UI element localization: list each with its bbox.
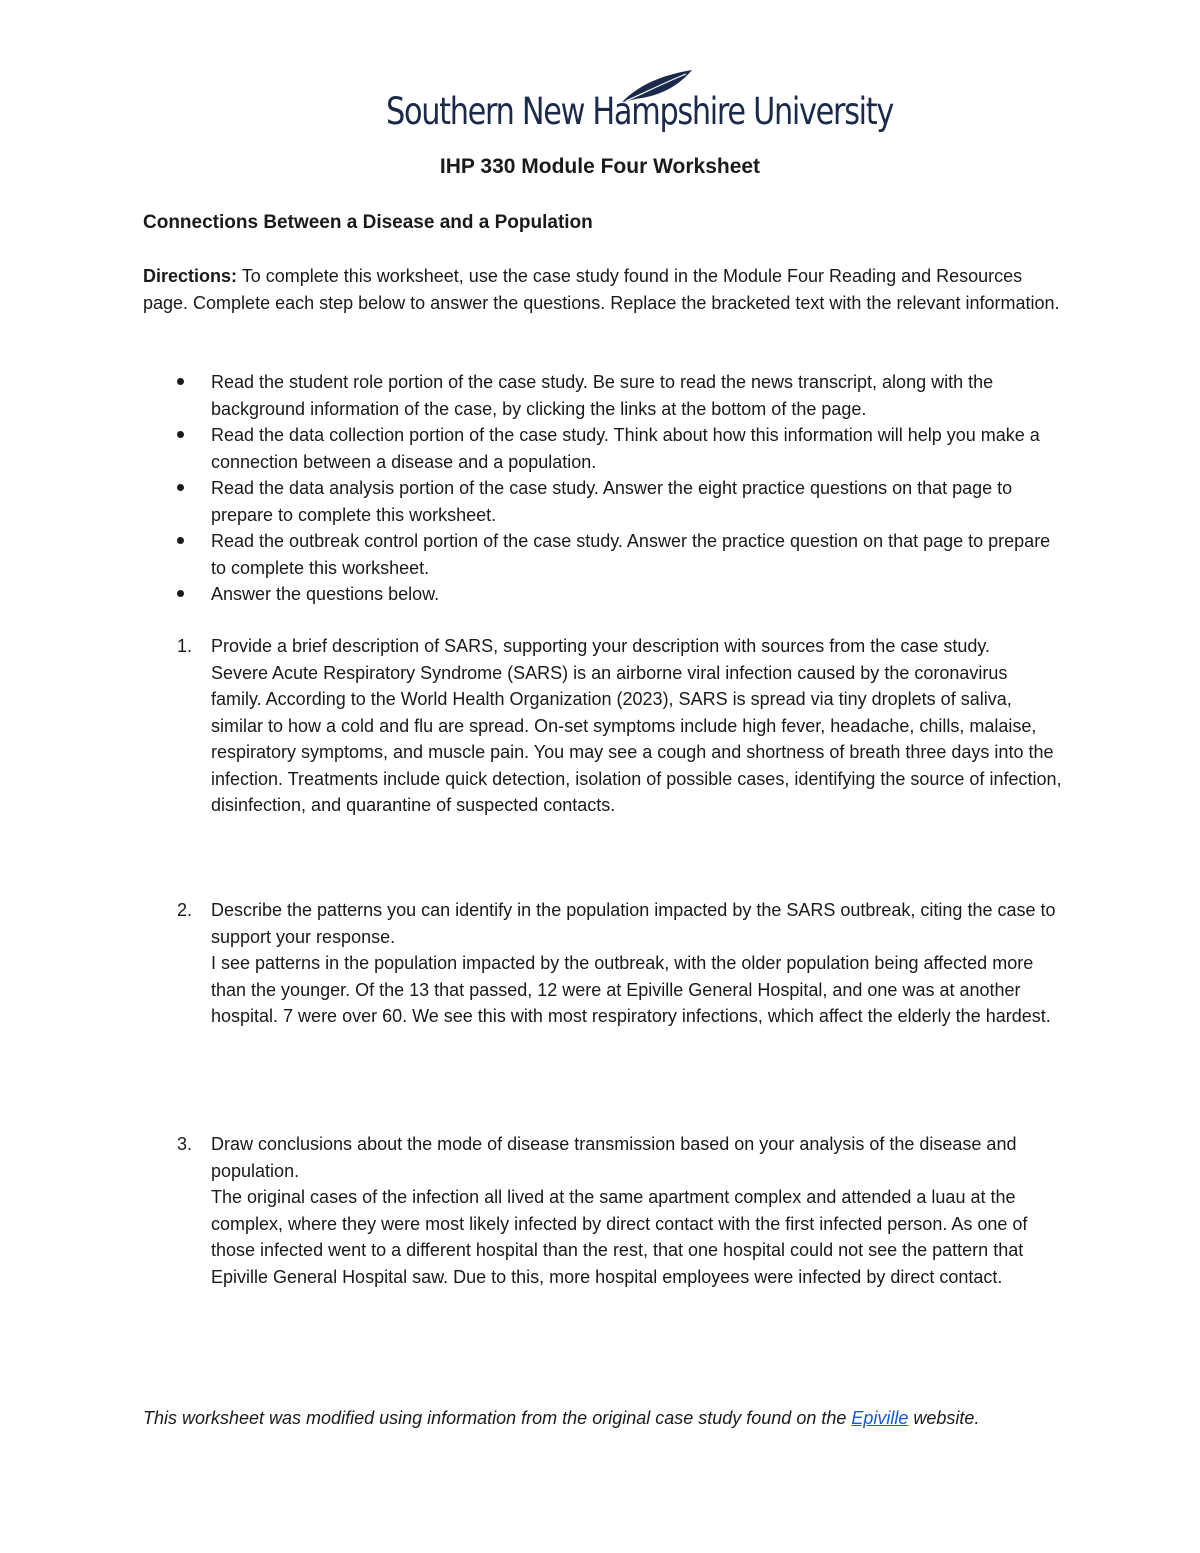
- list-item-text: Answer the questions below.: [211, 584, 440, 604]
- epiville-link[interactable]: Epiville: [851, 1408, 909, 1428]
- question-answer: Severe Acute Respiratory Syndrome (SARS) is an airborne viral infection caused by the coronavirus family. According to the World Health Organization (2023), SARS is spread via tiny droplets of saliva, similar to how a cold and flu are spread. On-set symptoms include high fever, headache, chills, malaise, respiratory symptoms, and muscle pain. You may see a cough and shortness of breath three days into the infection. Treatments include quick detection, isolation of possible cases, identifying the source of infection, disinfection, and quarantine of suspected contacts.: [211, 662, 1062, 815]
- university-logo: [386, 68, 894, 138]
- question-answer: The original cases of the infection all lived at the same apartment complex and attended a luau at the complex, where they were most likely infected by direct contact with the first infected person. As one of those infected went to a different hospital than the rest, that one hospital could not see the pattern that Epiville General Hospital saw. Due to this, more hospital employees were infected by direct contact.: [211, 1187, 1028, 1287]
- directions-text: To complete this worksheet, use the case study found in the Module Four Reading and Resources page. Complete each step below to answer the questions. Replace the bracketed text with the relevant information.: [143, 266, 1060, 313]
- question-number: 3.: [177, 1134, 193, 1154]
- directions-label: Directions:: [143, 266, 238, 286]
- list-item-text: Read the data analysis portion of the case study. Answer the eight practice questions on that page to prepare to complete this worksheet.: [211, 478, 1013, 525]
- question-1: [143, 633, 1063, 819]
- bullet-icon: [177, 484, 184, 491]
- question-prompt: Draw conclusions about the mode of disease transmission based on your analysis of the disease and population.: [211, 1134, 1017, 1181]
- list-item: [143, 581, 1063, 608]
- bullet-icon: [177, 431, 184, 438]
- logo-wordmark: Southern New Hampshire University: [386, 90, 894, 133]
- question-2: [143, 897, 1063, 1030]
- question-prompt: Provide a brief description of SARS, supporting your description with sources from the case study.: [211, 636, 991, 656]
- list-item-text: Read the student role portion of the case study. Be sure to read the news transcript, along with the background information of the case, by clicking the links at the bottom of the page.: [211, 372, 994, 419]
- list-item-text: Read the data collection portion of the case study. Think about how this information will help you make a connection between a disease and a population.: [211, 425, 1040, 472]
- footer-text-before: This worksheet was modified using information from the original case study found on the: [143, 1408, 852, 1428]
- bullet-icon: [177, 537, 184, 544]
- page-title: IHP 330 Module Four Worksheet: [439, 155, 761, 178]
- question-prompt: Describe the patterns you can identify in the population impacted by the SARS outbreak, citing the case to support your response.: [211, 900, 1056, 947]
- list-item-text: Read the outbreak control portion of the case study. Answer the practice question on that page to prepare to complete this worksheet.: [211, 531, 1051, 578]
- directions-paragraph: [143, 263, 1063, 316]
- list-item: [143, 528, 1063, 581]
- question-number: 1.: [177, 636, 193, 656]
- bullet-icon: [177, 590, 184, 597]
- footer-text-after: website.: [908, 1408, 980, 1428]
- list-item: [143, 475, 1063, 528]
- list-item: [143, 369, 1063, 422]
- bullet-icon: [177, 378, 184, 385]
- footer-note: [143, 1403, 1063, 1433]
- question-3: [143, 1131, 1063, 1290]
- list-item: [143, 422, 1063, 475]
- section-subtitle: Connections Between a Disease and a Population: [143, 212, 593, 233]
- instruction-list: [143, 369, 1063, 608]
- question-answer: I see patterns in the population impacted by the outbreak, with the older population being affected more than the younger. Of the 13 that passed, 12 were at Epiville General Hospital, and one was at another hospital. 7 were over 60. We see this with most respiratory infections, which affect the elderly the hardest.: [211, 953, 1051, 1026]
- question-number: 2.: [177, 900, 193, 920]
